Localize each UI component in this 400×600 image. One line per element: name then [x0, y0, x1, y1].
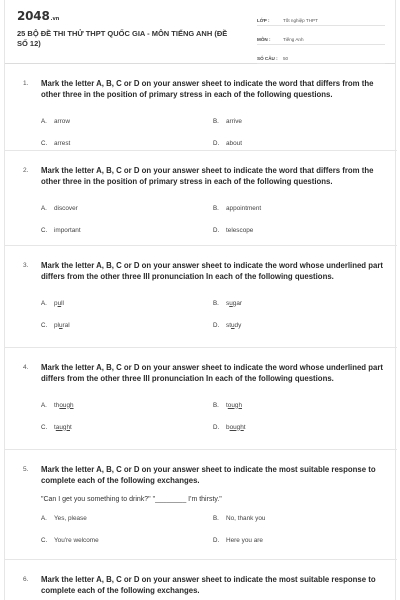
- option-letter: B.: [213, 299, 219, 307]
- meta-row-subject: [257, 30, 385, 45]
- option-letter: D.: [213, 423, 220, 431]
- question-6: [5, 560, 397, 596]
- question-number: 5.: [23, 466, 29, 473]
- word-part: p: [54, 299, 58, 307]
- answer-options: [41, 292, 383, 336]
- option-c[interactable]: [41, 314, 213, 336]
- option-letter: C.: [41, 321, 48, 329]
- meta-label: LỚP :: [257, 18, 270, 23]
- question-2: [5, 151, 397, 246]
- question-number: 6.: [23, 576, 29, 583]
- option-letter: D.: [213, 139, 220, 147]
- answer-options: [41, 110, 383, 154]
- word-part: st: [226, 321, 231, 329]
- underlined-part: augh: [55, 423, 70, 431]
- option-text: appointment: [226, 204, 262, 212]
- question-list: [5, 64, 397, 596]
- option-text: arrive: [226, 117, 242, 125]
- question-text: Mark the letter A, B, C or D on your answer sheet to indicate the word whose underlined part differs from the other three III pronunciation In each of the following questions.: [41, 363, 383, 383]
- meta-value: 50: [283, 56, 289, 61]
- word-part: t: [70, 423, 72, 431]
- option-d[interactable]: [213, 314, 385, 336]
- option-letter: A.: [41, 514, 47, 522]
- answer-options: [41, 394, 383, 438]
- option-a[interactable]: [41, 292, 213, 314]
- option-letter: C.: [41, 226, 48, 234]
- question-4: [5, 348, 397, 450]
- underlined-part: ough: [227, 401, 242, 409]
- question-5: [5, 450, 397, 560]
- option-text: arrest: [54, 139, 71, 147]
- question-number: 1.: [23, 80, 29, 87]
- word-part: b: [226, 423, 230, 431]
- option-letter: D.: [213, 226, 220, 234]
- meta-label: SỐ CÂU :: [257, 56, 278, 61]
- option-a[interactable]: [41, 110, 213, 132]
- option-text: No, thank you: [226, 514, 266, 522]
- option-text: discover: [54, 204, 78, 212]
- option-letter: D.: [213, 536, 220, 544]
- option-text: Here you are: [226, 536, 263, 544]
- option-text: [226, 300, 242, 307]
- underlined-part: u: [57, 299, 62, 307]
- word-part: s: [226, 299, 230, 307]
- word-part: ral: [62, 321, 70, 329]
- option-text: [54, 322, 70, 329]
- word-part: t: [54, 423, 56, 431]
- word-part: t: [243, 423, 246, 431]
- question-1: [5, 64, 397, 151]
- question-3: [5, 246, 397, 348]
- meta-row-grade: [257, 11, 385, 26]
- option-text: about: [226, 139, 242, 147]
- option-text: [226, 424, 246, 431]
- option-text: [54, 402, 74, 409]
- option-text: arrow: [54, 117, 70, 125]
- option-c[interactable]: [41, 132, 213, 154]
- option-letter: C.: [41, 536, 48, 544]
- exam-title: 25 BỘ ĐỀ THI THỬ THPT QUỐC GIA - MÔN TIẾNG ANH (ĐỀ SỐ 12): [17, 29, 228, 48]
- option-a[interactable]: [41, 507, 213, 529]
- word-part: gar: [232, 299, 243, 307]
- option-text: You're welcome: [54, 536, 99, 544]
- exam-meta: [257, 11, 385, 68]
- option-letter: A.: [41, 117, 47, 125]
- option-text: important: [54, 226, 81, 234]
- underlined-part: ough: [229, 423, 244, 431]
- option-d[interactable]: [213, 219, 385, 241]
- option-letter: B.: [213, 514, 219, 522]
- question-prompt: "Can I get you something to drink?" "________ I'm thirsty.": [41, 496, 222, 503]
- underlined-part: ough: [59, 401, 74, 409]
- answer-options: [41, 507, 383, 551]
- underlined-part: u: [229, 299, 233, 307]
- option-letter: D.: [213, 321, 220, 329]
- answer-options: [41, 197, 383, 241]
- word-part: dy: [234, 321, 242, 329]
- question-number: 3.: [23, 262, 29, 269]
- option-c[interactable]: [41, 529, 213, 551]
- option-letter: B.: [213, 117, 219, 125]
- option-a[interactable]: [41, 197, 213, 219]
- question-text: Mark the letter A, B, C or D on your answer sheet to indicate the word that differs from the other three in the position of primary stress in each of the following questions.: [41, 79, 374, 99]
- meta-value: Tốt nghiệp THPT: [283, 18, 318, 23]
- underlined-part: u: [58, 321, 63, 329]
- option-d[interactable]: [213, 132, 385, 154]
- option-text: Yes, please: [54, 514, 87, 522]
- meta-value: Tiếng Anh: [283, 37, 304, 42]
- underlined-part: u: [230, 321, 235, 329]
- option-b[interactable]: [213, 507, 385, 529]
- word-part: pl: [54, 321, 59, 329]
- option-text: [54, 424, 72, 431]
- word-part: ll: [61, 299, 64, 307]
- question-text: Mark the letter A, B, C or D on your answer sheet to indicate the most suitable response to complete each of the following exchanges.: [41, 575, 376, 595]
- question-text: Mark the letter A, B, C or D on your answer sheet to indicate the word whose underlined part differs from the other three III pronunciation In each of the following questions.: [41, 261, 383, 281]
- meta-row-count: [257, 49, 385, 64]
- question-text: Mark the letter A, B, C or D on your answer sheet to indicate the most suitable response to complete each of the following exchanges.: [41, 465, 376, 485]
- option-d[interactable]: [213, 416, 385, 438]
- option-b[interactable]: [213, 197, 385, 219]
- option-letter: B.: [213, 204, 219, 212]
- exam-page: [4, 0, 396, 600]
- option-letter: C.: [41, 139, 48, 147]
- word-part: th: [54, 401, 60, 409]
- option-letter: C.: [41, 423, 48, 431]
- option-letter: A.: [41, 299, 47, 307]
- option-d[interactable]: [213, 529, 385, 551]
- option-text: [226, 322, 241, 329]
- question-number: 4.: [23, 364, 29, 371]
- option-letter: A.: [41, 401, 47, 409]
- option-b[interactable]: [213, 292, 385, 314]
- option-c[interactable]: [41, 416, 213, 438]
- site-logo[interactable]: [17, 9, 59, 23]
- option-letter: B.: [213, 401, 219, 409]
- word-part: t: [226, 401, 228, 409]
- option-c[interactable]: [41, 219, 213, 241]
- option-text: [54, 300, 64, 307]
- exam-header: [5, 0, 395, 64]
- option-text: telescope: [226, 226, 254, 234]
- question-number: 2.: [23, 167, 29, 174]
- meta-label: MÔN :: [257, 37, 271, 42]
- option-letter: A.: [41, 204, 47, 212]
- logo-suffix: .vn: [50, 16, 60, 22]
- option-text: [226, 402, 242, 409]
- option-b[interactable]: [213, 394, 385, 416]
- option-b[interactable]: [213, 110, 385, 132]
- option-a[interactable]: [41, 394, 213, 416]
- question-text: Mark the letter A, B, C or D on your answer sheet to indicate the word that differs from the other three in the position of primary stress in each of the following questions.: [41, 166, 374, 186]
- logo-number: 2048: [17, 9, 50, 23]
